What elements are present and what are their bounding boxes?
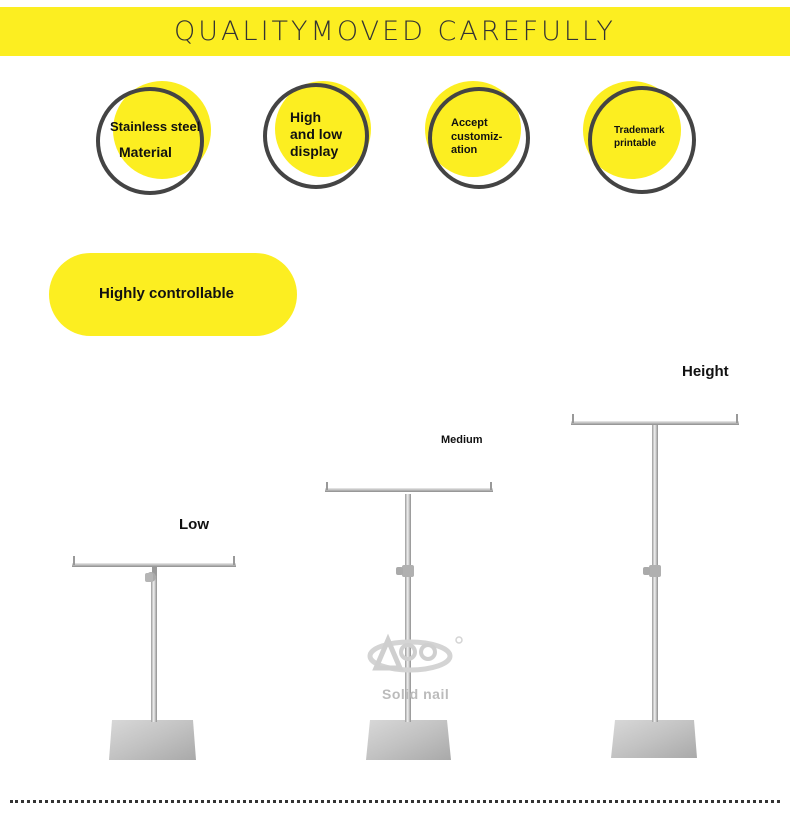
level-label-medium: Medium xyxy=(441,434,483,446)
feature-label-1: Stainless steel xyxy=(110,119,201,134)
feature-label-3: ation xyxy=(451,144,478,156)
feature-label-1: Accept xyxy=(451,117,488,129)
stand-high xyxy=(571,414,739,758)
level-label-low: Low xyxy=(179,516,209,533)
level-label-high: Height xyxy=(682,363,729,380)
feature-label-2: and low xyxy=(290,126,343,142)
watermark-text: Solid nail xyxy=(382,686,450,702)
feature-label-3: display xyxy=(290,143,339,159)
brand-watermark xyxy=(358,628,478,708)
feature-label-1: High xyxy=(290,109,322,125)
pill-label: Highly controllable xyxy=(99,285,235,302)
stand-low xyxy=(72,556,236,760)
feature-label-2: customiz- xyxy=(451,131,503,143)
brand-watermark-logo xyxy=(358,628,468,683)
feature-label-2: printable xyxy=(614,138,657,149)
banner-title: QUALITYMOVED CAREFULLY xyxy=(174,16,616,47)
dotted-divider xyxy=(10,800,780,803)
feature-label-2: Material xyxy=(119,144,172,160)
feature-label-1: Trademark xyxy=(614,125,665,136)
stand-medium xyxy=(325,482,493,760)
